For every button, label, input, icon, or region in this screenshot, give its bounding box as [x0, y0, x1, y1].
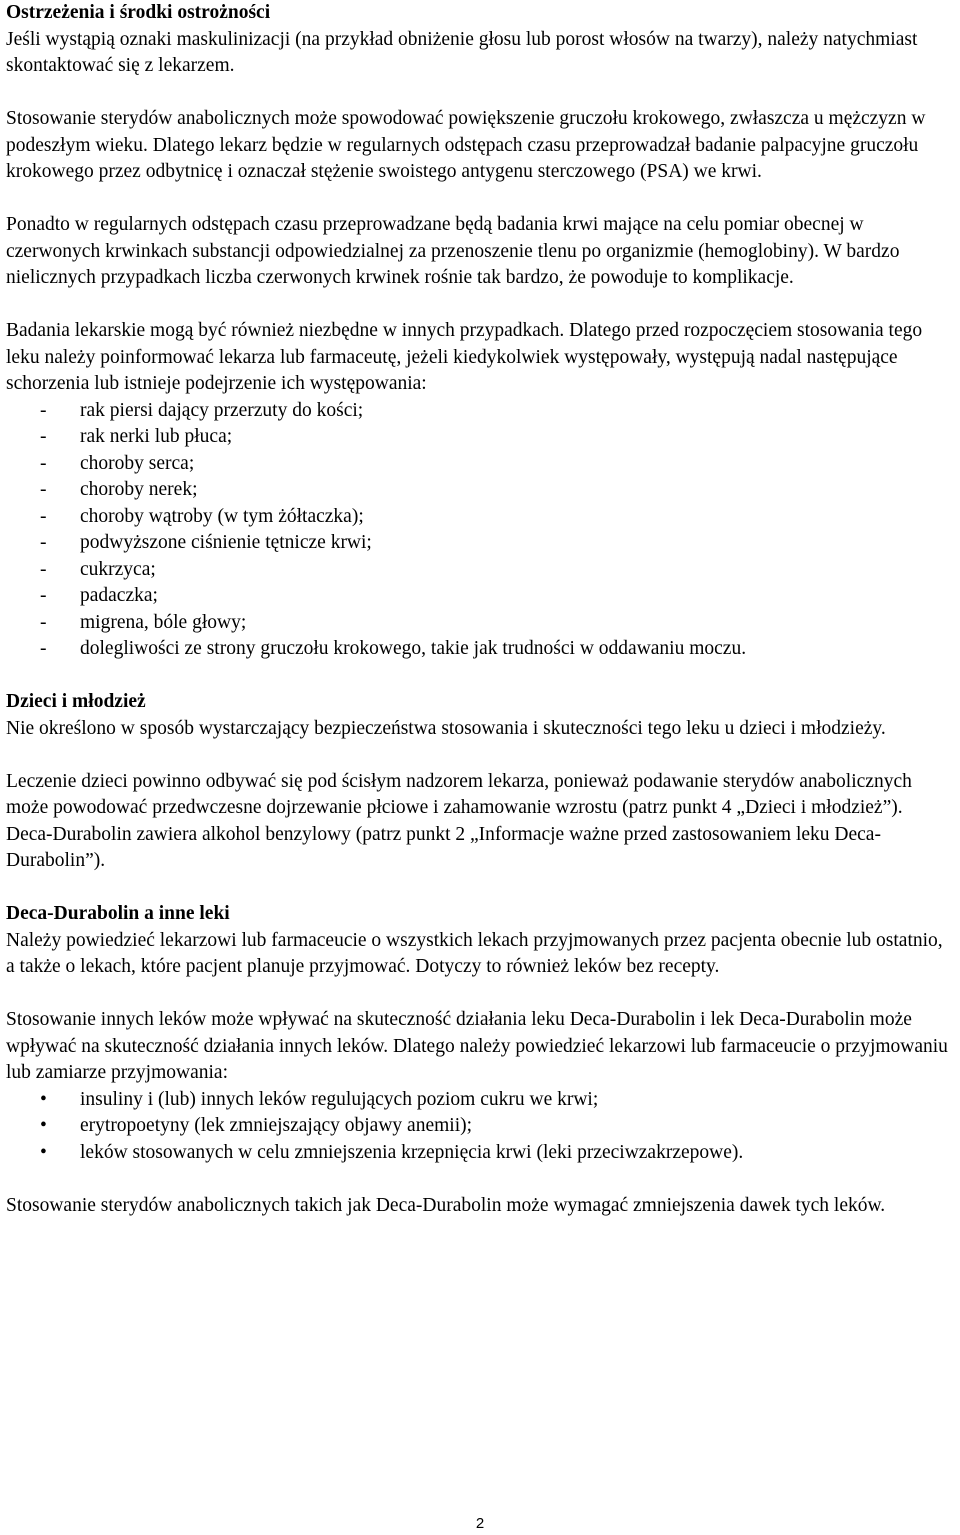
page-number: 2 [475, 1515, 485, 1532]
warnings-heading: Ostrzeżenia i środki ostrożności [6, 2, 271, 23]
paragraph: Jeśli wystąpią oznaki maskulinizacji (na przykład obniżenie głosu lub porost włosów na twarzy), należy natychmiast skontaktować się z lekarzem. [6, 28, 918, 76]
list-item: - padaczka; [40, 585, 158, 606]
list-item: • insuliny i (lub) innych leków regulujących poziom cukru we krwi; [6, 1087, 954, 1114]
list-item: - choroby serca; [40, 452, 195, 474]
list-item: - rak piersi dający przerzuty do kości; [40, 399, 364, 421]
list-item: • leków stosowanych w celu zmniejszenia krzepnięcia krwi (leki przeciwzakrzepowe). [6, 1140, 954, 1167]
paragraph: Leczenie dzieci powinno odbywać się pod ścisłym nadzorem lekarza, ponieważ podawanie sterydów anabolicznych może powodować przedwczesne dojrzewanie płciowe i zahamowanie wzrostu (patrz punkt 4 „Dzieci i młodzież”). Deca-Durabolin zawiera alkohol benzylowy (patrz punkt 2 „Informacje ważne przed zastosowaniem leku Deca-Durabolin”). [6, 770, 912, 871]
section-children [6, 689, 954, 875]
paragraph: Stosowanie sterydów anabolicznych może spowodować powiększenie gruczołu krokowego, zwłaszcza u mężczyzn w podeszłym wieku. Dlatego lekarz będzie w regularnych odstępach czasu przeprowadzał badanie palpacyjne gruczołu krokowego przez odbytnicę i oznaczał stężenie swoistego antygenu sterczowego (PSA) we krwi. [6, 108, 926, 182]
document-page [6, 0, 954, 1219]
list-item: - migrena, bóle głowy; [40, 611, 247, 633]
list-item: - cukrzyca; [40, 558, 156, 580]
list-item: - rak nerki lub płuca; [40, 426, 233, 447]
section-warnings [6, 0, 954, 663]
paragraph: Stosowanie innych leków może wpływać na skuteczność działania leku Deca-Durabolin i lek Deca-Durabolin może wpływać na skuteczność działania innych leków. Dlatego należy powiedzieć lekarzowi lub farmaceucie o przyjmowaniu lub zamiarze przyjmowania: [6, 1009, 948, 1083]
paragraph: Stosowanie sterydów anabolicznych takich jak Deca-Durabolin może wymagać zmniejszenia dawek tych leków. [6, 1194, 886, 1216]
list-item: • erytropoetyny (lek zmniejszający objawy anemii); [6, 1113, 954, 1140]
list-item: - podwyższone ciśnienie tętnicze krwi; [40, 532, 372, 553]
bullet-icon: • [40, 1141, 47, 1163]
section-interactions [6, 901, 954, 1219]
list-item: - choroby nerek; [40, 479, 198, 500]
conditions-list [6, 398, 954, 663]
list-item: - dolegliwości ze strony gruczołu krokowego, takie jak trudności w oddawaniu moczu. [40, 638, 747, 659]
list-item: - choroby wątroby (w tym żółtaczka); [40, 505, 364, 527]
paragraph: Badania lekarskie mogą być również niezbędne w innych przypadkach. Dlatego przed rozpoczęciem stosowania tego leku należy poinformować lekarza lub farmaceutę, jeżeli kiedykolwiek występowały, występują nadal następujące schorzenia lub istnieje podejrzenie ich występowania: [6, 320, 923, 394]
interactions-heading: Deca-Durabolin a inne leki [6, 903, 230, 924]
bullet-icon: • [40, 1088, 47, 1110]
drugs-list [6, 1087, 954, 1167]
paragraph: Nie określono w sposób wystarczający bezpieczeństwa stosowania i skuteczności tego leku u dzieci i młodzieży. [6, 717, 886, 739]
paragraph: Ponadto w regularnych odstępach czasu przeprowadzane będą badania krwi mające na celu pomiar obecnej w czerwonych krwinkach substancji odpowiedzialnej za przenoszenie tlenu po organizmie (hemoglobiny). W bardzo nielicznych przypadkach liczba czerwonych krwinek rośnie tak bardzo, że powoduje to komplikacje. [6, 214, 900, 288]
bullet-icon: • [40, 1115, 47, 1136]
children-heading: Dzieci i młodzież [6, 691, 146, 712]
paragraph: Należy powiedzieć lekarzowi lub farmaceucie o wszystkich lekach przyjmowanych przez pacjenta obecnie lub ostatnio, a także o lekach, które pacjent planuje przyjmować. Dotyczy to również leków bez recepty. [6, 929, 943, 977]
